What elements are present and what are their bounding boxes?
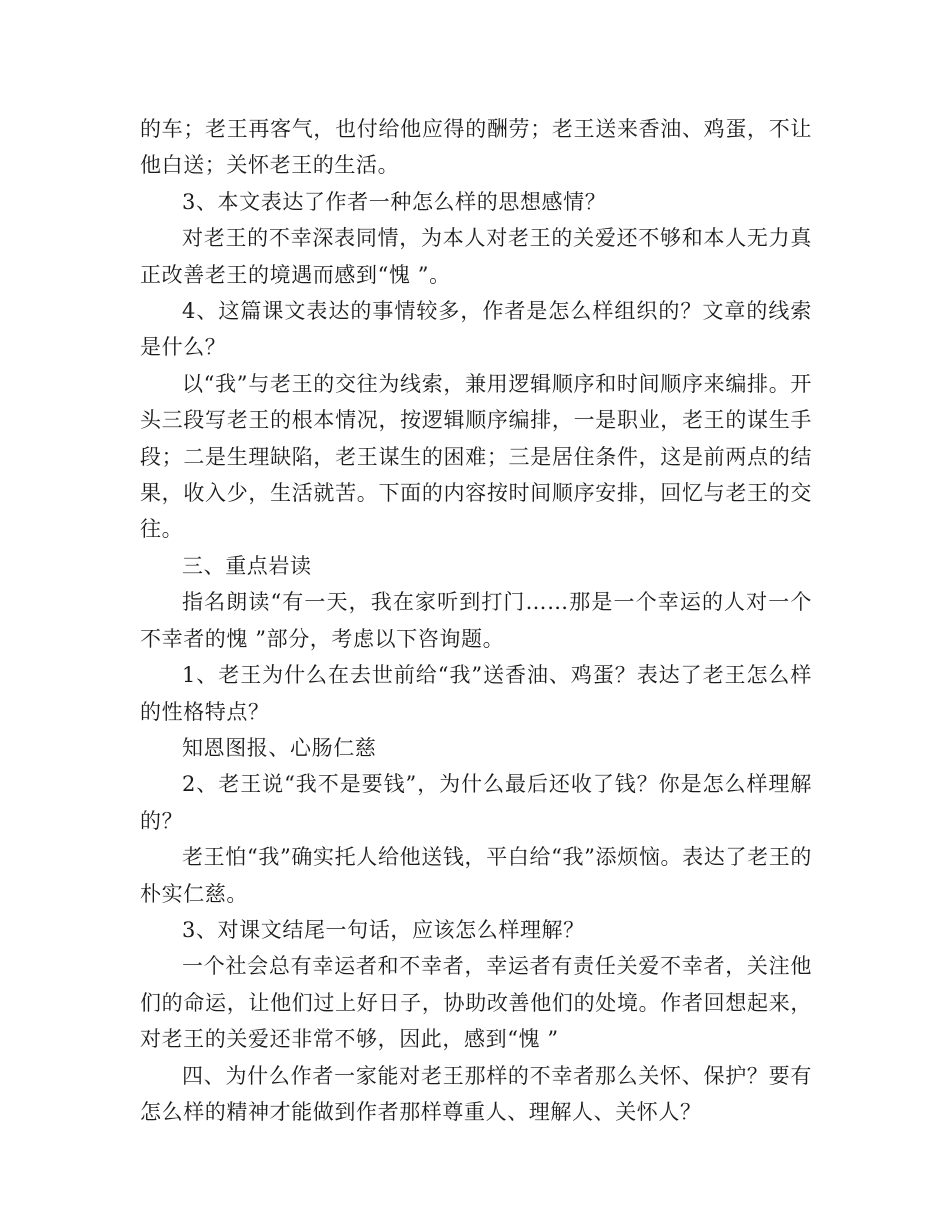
reading-answer-2: 老王怕“我”确实托人给他送钱，平白给“我”添烦恼。表达了老王的朴实仁慈。 (140, 845, 812, 906)
reading-question-3: 3、对课文结尾一句话，应该怎么样理解？ (182, 917, 585, 942)
answer-4-paragraph: 以“我”与老王的交往为线索，兼用逻辑顺序和时间顺序来编排。开头三段写老王的根本情况，按逻辑顺序编排，一是职业，老王的谋生手段；二是生理缺陷，老王谋生的困难；三是居住条件，这是前两点的结果，收入少，生活就苦。下面的内容按时间顺序安排，回忆与老王的交往。 (140, 371, 812, 542)
reading-answer-3: 一个社会总有幸运者和不幸者，幸运者有责任关爱不幸者，关注他们的命运，让他们过上好日子，协助改善他们的处境。作者回想起来，对老王的关爱还非常不够，因此，感到“愧 ” (140, 954, 812, 1052)
answer-3-paragraph: 对老王的不幸深表同情，为本人对老王的关爱还不够和本人无力真正改善老王的境遇而感到“愧 ”。 (140, 226, 812, 287)
question-3-heading: 3、本文表达了作者一种怎么样的思想感情？ (182, 189, 607, 214)
section-3-heading: 三、重点岩读 (182, 553, 312, 578)
reading-question-2: 2、老王说“我不是要钱”，为什么最后还收了钱？你是怎么样理解的？ (140, 772, 812, 833)
document-body (140, 111, 812, 1130)
reading-question-1: 1、老王为什么在去世前给“我”送香油、鸡蛋？表达了老王怎么样的性格特点？ (140, 663, 812, 724)
paragraph-continuation: 的车；老王再客气，也付给他应得的酬劳；老王送来香油、鸡蛋，不让他白送；关怀老王的生活。 (140, 117, 812, 178)
reading-instruction-paragraph: 指名朗读“有一天，我在家听到打门……那是一个幸运的人对一个不幸者的愧 ”部分，考虑以下咨询题。 (140, 590, 812, 651)
question-4-heading: 4、这篇课文表达的事情较多，作者是怎么样组织的？文章的线索是什么？ (140, 299, 812, 360)
section-4-heading: 四、为什么作者一家能对老王那样的不幸者那么关怀、保护？要有怎么样的精神才能做到作者那样尊重人、理解人、关怀人？ (140, 1063, 812, 1124)
reading-answer-1: 知恩图报、心肠仁慈 (182, 735, 377, 760)
